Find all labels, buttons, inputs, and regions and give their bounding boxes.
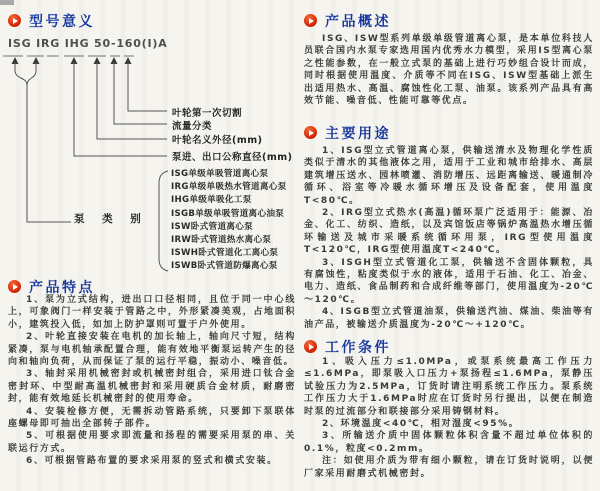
- play-icon: [304, 14, 317, 27]
- condition-item: 3、所输送介质中固体颗粒体积含量不超过单位体积的0.1%，粒度<0.2mm。: [304, 431, 594, 454]
- feature-item: 6、可根据管路布置的要求采用泵的竖式和横式安装。: [26, 456, 278, 467]
- conditions-body: [304, 356, 594, 480]
- overview-body: [304, 33, 594, 107]
- section-model-meaning-header: [8, 12, 95, 29]
- section-title-overview: 产品概述: [325, 13, 391, 30]
- play-icon: [8, 280, 21, 293]
- model-code: ISG IRG IHG 50-160(I)A: [8, 37, 168, 50]
- features-body: [8, 294, 296, 468]
- callout-flow-class: 流量分类: [172, 121, 213, 132]
- pump-type-list: [171, 168, 287, 274]
- feature-item: 5、可根据使用要求即流量和扬程的需要采用泵的串、关联运行方式。: [8, 431, 296, 454]
- pump-type-item: IRG单级单吸热水管道离心泵: [171, 182, 287, 193]
- use-item: 4、ISGB型立式管道油泵，供输送汽油、煤油、柴油等有油产品，被输送介质温度为-20℃～+120℃。: [304, 307, 594, 330]
- pump-type-item: ISG单级单吸管道离心泵: [171, 169, 269, 179]
- condition-note: 注：如使用介质为带有细小颗粒，请在订货时说明，以便厂家采用耐磨式机械密封。: [304, 456, 594, 479]
- scan-artifact: [0, 0, 14, 5]
- use-item: 2、IRG型立式热水(高温)循环泵广泛适用于：能源、冶金、化工、纺织、造纸，以及宾馆饭店等锅炉高温热水增压循环输送及城市采暖系统循环用泵，IRG型使用温度T<120℃，IRG型使用温度T<240℃。: [304, 208, 594, 256]
- condition-item: 2、环境温度<40℃，相对湿度<95%。: [322, 419, 520, 430]
- condition-item: 1、吸入压力≤1.0MPa，或泵系统最高工作压力≤1.6MPa，即泵吸入口压力+泵扬程≤1.6MPa，泵静压试验压力为2.5MPa，订货时请注明系统工作压力。泵系统工作压力大于1.6MPa时应在订货时另行提出，以便在制造时泵的过流部分和联接部分采用铸钢材料。: [304, 357, 594, 417]
- section-title-model-meaning: 型号意义: [29, 13, 95, 30]
- section-overview-header: [304, 12, 391, 29]
- section-title-uses: 主要用途: [325, 125, 391, 142]
- pump-type-item: IRW卧式管道热水离心泵: [171, 235, 272, 246]
- callout-impeller-diameter: 叶轮名义外径(mm): [172, 135, 263, 146]
- section-uses-header: [304, 124, 391, 141]
- pump-type-item: ISWH卧式管道化工离心泵: [171, 248, 279, 259]
- play-icon: [304, 126, 317, 139]
- section-conditions-header: [304, 338, 391, 355]
- use-item: 1、ISG型立式管道离心泵，供输送清水及物理化学性质类似于清水的其他液体之用，适用于工业和城市给排水、高层建筑增压送水、园林喷灌、消防增压、远距离输送、暖通制冷循环、浴室等冷暖水循环增压及设备配套，使用温度T<80℃。: [304, 146, 594, 206]
- play-icon: [8, 14, 21, 27]
- overview-paragraph: ISG、ISW型系列单级单级管道离心泵，是本单位科技人员联合国内水泵专家选用国内优秀水力模型，采用IS型离心泵之性能参数，在一般立式泵的基础上进行巧妙组合设计而成，同时根据使用温度、介质等不同在ISG、ISW型基础上派生出适用热水、高温、腐蚀性化工泵、油泵。该系列产品具有高效节能、噪音低、性能可靠等优点。: [304, 34, 594, 107]
- pump-category-label: 泵 类 别: [74, 213, 148, 225]
- feature-item: 4、安装检修方便，无需拆动管路系统，只要卸下泵联体座螺母即可抽出全部转子部件。: [8, 406, 296, 430]
- callout-impeller-cut: 叶轮第一次切割: [172, 108, 243, 119]
- pump-type-item: IHG单级单吸化工泵: [171, 195, 252, 206]
- pump-type-item: ISWB卧式管道防爆离心泵: [171, 261, 278, 272]
- callout-port-diameter: 泵进、出口公称直径(mm): [172, 152, 293, 163]
- feature-item: 2、叶轮直接安装在电机的加长轴上，轴向尺寸短，结构紧凑，泵与电机轴承配置合理，能有效地平衡泵运转产生的径向和轴向负荷，从而保证了泵的运行平稳，振动小、噪音低。: [8, 332, 296, 368]
- section-features-header: [8, 278, 95, 295]
- play-icon: [304, 340, 317, 353]
- section-title-conditions: 工作条件: [325, 339, 391, 356]
- pump-type-item: ISGB单级单吸管道离心油泵: [171, 208, 285, 219]
- section-title-features: 产品特点: [29, 279, 95, 296]
- uses-body: [304, 145, 594, 331]
- feature-item: 1、泵为立式结构，进出口口径相同，且位于同一中心线上，可象阀门一样安装于管路之中，外形紧凑美观，占地面积小，建筑投入低，如加上防护罩则可置于户外使用。: [8, 295, 296, 330]
- pump-type-item: ISW卧式管道离心泵: [171, 221, 254, 232]
- feature-item: 3、轴封采用机械密封或机械密封组合，采用进口钛合金密封环、中型耐高温机械密封和采用硬质合金材质，耐磨密封，能有效地延长机械密封的使用寿命。: [8, 369, 296, 405]
- use-item: 3、ISGH型立式管道化工泵，供输送不含固体颗粒，具有腐蚀性，粘度类似于水的液体，适用于石油、化工、冶金、电力、造纸、食品制药和合成纤维等部门，使用温度为-20℃～120℃。: [304, 257, 594, 305]
